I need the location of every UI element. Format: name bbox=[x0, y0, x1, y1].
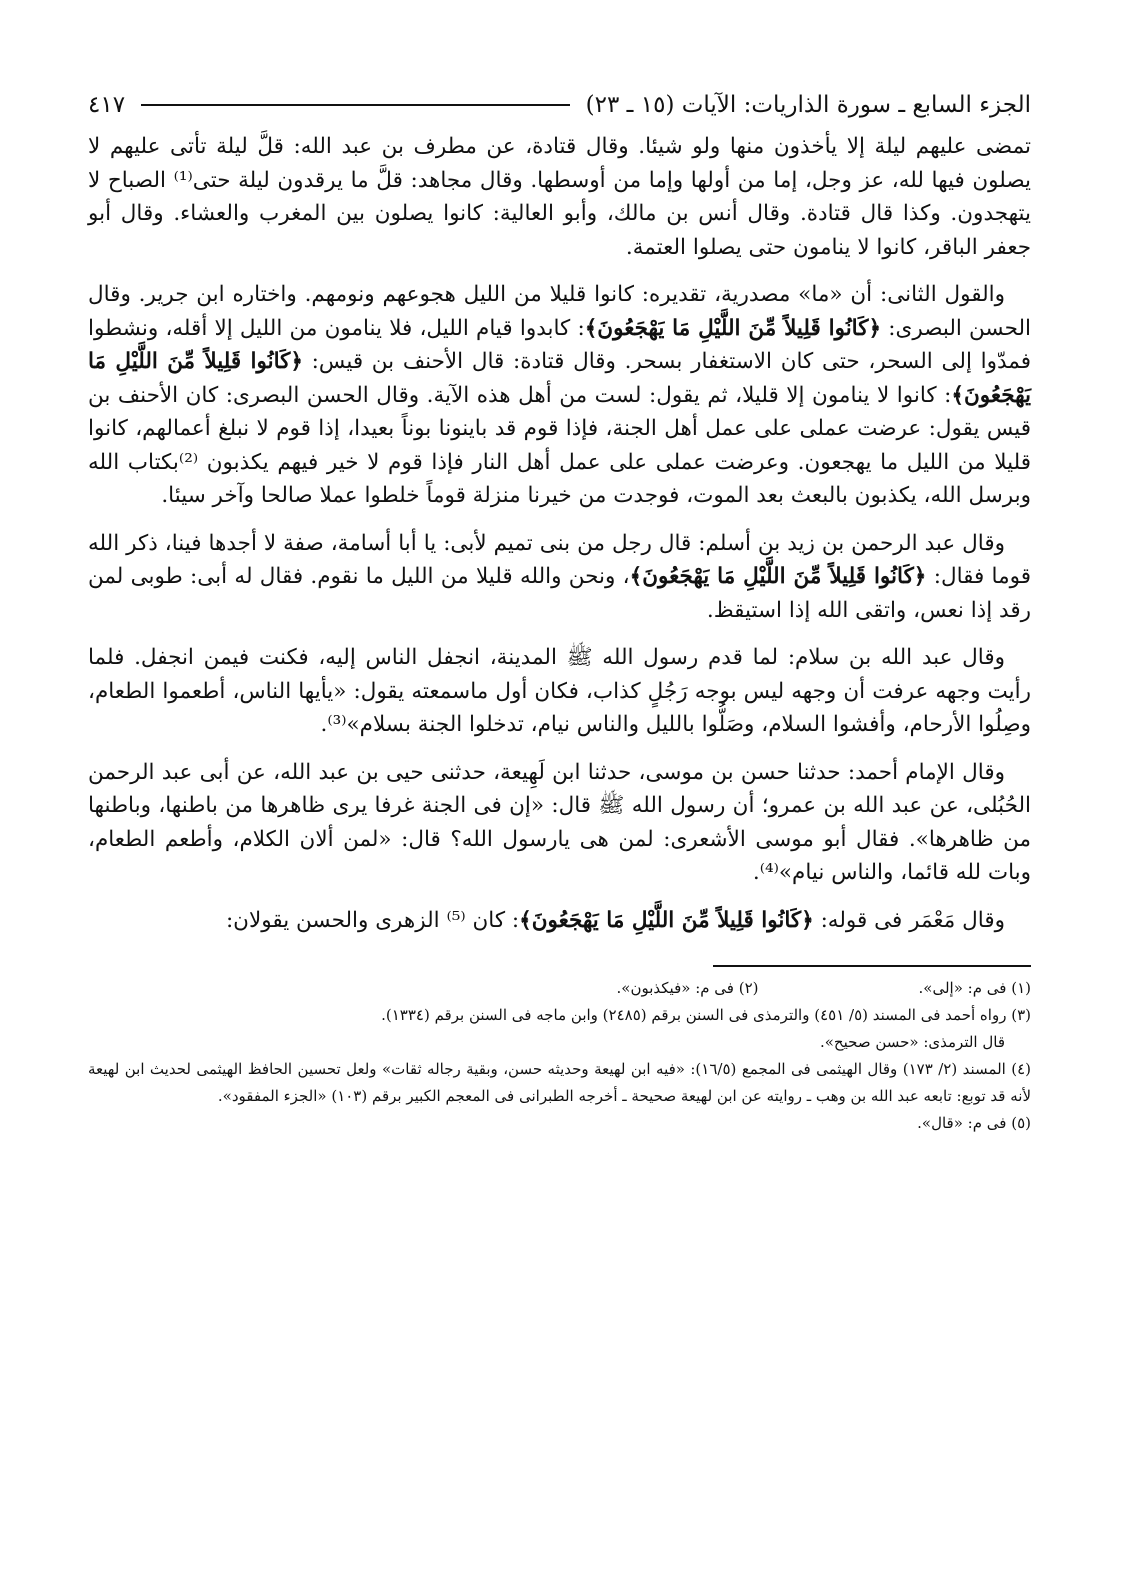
paragraph bbox=[88, 904, 1031, 938]
footnote-1: (١) فى م: «إلى». bbox=[918, 979, 1031, 997]
paragraph-text: تمضى عليهم ليلة إلا يأخذون منها ولو شيئا. وقال قتادة، عن مطرف بن عبد الله: قلَّ ليلة تأتى عليهم لا يصلون فيها لله، عز وجل، إما من أولها وإما من أوسطها. وقال مجاهد: قلَّ ما يرقدون ليلة حتى⁽¹⁾ الصباح لا يتهجدون. وكذا قال قتادة. وقال أنس بن مالك، وأبو العالية: كانوا يصلون بين المغرب والعشاء. وقال أبو جعفر الباقر، كانوا لا ينامون حتى يصلوا العتمة. bbox=[88, 134, 1032, 260]
paragraph bbox=[88, 278, 1031, 513]
paragraph-text: وقال الإمام أحمد: حدثنا حسن بن موسى، حدثنا ابن لَهِيعة، حدثنى حيى بن عبد الله، عن أبى عبد الرحمن الحُبُلى، عن عبد الله بن عمرو؛ أن رسول الله ﷺ قال: «إن فى الجنة غرفا يرى ظاهرها من باطنها، وباطنها من ظاهرها». فقال أبو موسى الأشعرى: لمن هى يارسول الله؟ قال: «لمن ألان الكلام، وأطعم الطعام، وبات لله قائما، والناس نيام»⁽⁴⁾. bbox=[88, 759, 1031, 885]
quran-verse: ﴿كَانُوا قَلِيلاً مِّنَ اللَّيْلِ مَا يَهْجَعُونَ﴾ bbox=[584, 315, 882, 341]
paragraph-text: ، ونحن والله قليلا من الليل ما نقوم. فقال له أبى: طوبى لمن رقد إذا نعس، واتقى الله إذا استيقظ. bbox=[88, 564, 1031, 623]
paragraph bbox=[88, 130, 1031, 264]
footnotes-rule-wrap bbox=[88, 951, 1031, 975]
paragraph bbox=[88, 641, 1031, 742]
paragraph-text: : كابدوا قيام الليل، فلا ينامون من الليل إلا أقله، ونشطوا فمدّوا إلى السحر، حتى كان الاستغفار بسحر. وقال قتادة: قال الأحنف بن قيس: bbox=[88, 315, 1031, 374]
header-rule bbox=[141, 104, 570, 106]
quran-verse: ﴿كَانُوا قَلِيلاً مِّنَ اللَّيْلِ مَا يَهْجَعُونَ﴾ bbox=[519, 907, 814, 933]
footnote-3: (٣) رواه أحمد فى المسند (٥/ ٤٥١) والترمذى فى السنن برقم (٢٤٨٥) وابن ماجه فى السنن برقم (١٣٣٤). bbox=[381, 1006, 1031, 1024]
quran-verse: ﴿كَانُوا قَلِيلاً مِّنَ اللَّيْلِ مَا يَهْجَعُونَ﴾ bbox=[88, 349, 1031, 408]
paragraph-text: : كان ⁽⁵⁾ الزهرى والحسن يقولان: bbox=[225, 907, 520, 933]
footnotes-separator bbox=[713, 965, 1031, 967]
quran-verse: ﴿كَانُوا قَلِيلاً مِّنَ اللَّيْلِ مَا يَهْجَعُونَ﴾ bbox=[629, 564, 927, 589]
paragraph-text: وقال مَعْمَر فى قوله: bbox=[813, 907, 1005, 933]
footnote-5: (٥) فى م: «قال». bbox=[917, 1114, 1031, 1132]
paragraph-text: والقول الثانى: أن «ما» مصدرية، تقديره: كانوا قليلا من الليل هجوعهم ونومهم. واختاره ابن جرير. وقال الحسن البصرى: bbox=[88, 282, 1031, 341]
page bbox=[88, 88, 1031, 1137]
running-header bbox=[88, 88, 1031, 122]
footnote-2: (٢) فى م: «فيكذبون». bbox=[616, 979, 759, 997]
page-number: ٤١٧ bbox=[88, 92, 126, 118]
footnotes bbox=[88, 975, 1031, 1137]
paragraph-text: وقال عبد الله بن سلام: لما قدم رسول الله ﷺ المدينة، انجفل الناس إليه، فكنت فيمن انجفل. فلما رأيت وجهه عرفت أن وجهه ليس بوجه رَجُلٍ كذاب، فكان أول ماسمعته يقول: «يأيها الناس، أطعموا الطعام، وصِلُوا الأرحام، وأفشوا السلام، وصَلُّوا بالليل والناس نيام، تدخلوا الجنة بسلام»⁽³⁾. bbox=[88, 645, 1031, 737]
paragraph-text: : كانوا لا ينامون إلا قليلا، ثم يقول: لست من أهل هذه الآية. وقال الحسن البصرى: كان الأحنف بن قيس يقول: عرضت عملى على عمل أهل الجنة، فإذا قوم قد باينونا بوناً بعيدا، إذا قوم لا نبلغ أعمالهم، كانوا قليلا من الليل ما يهجعون. وعرضت عملى على عمل أهل النار فإذا قوم لا خير فيهم يكذبون ⁽²⁾بكتاب الله وبرسل الله، يكذبون بالبعث بعد الموت، فوجدت من خيرنا منزلة قوماً خلطوا عملا صالحا وآخر سيئا. bbox=[88, 382, 1032, 508]
paragraph bbox=[88, 756, 1031, 890]
paragraph-text: وقال عبد الرحمن بن زيد بن أسلم: قال رجل من بنى تميم لأبى: يا أبا أسامة، صفة لا أجدها فينا، ذكر الله قوما فقال: bbox=[88, 530, 1031, 589]
footnote-row-1-2 bbox=[88, 975, 1031, 1002]
main-text bbox=[88, 130, 1031, 937]
footnote-3-continuation: قال الترمذى: «حسن صحيح». bbox=[819, 1033, 1005, 1051]
footnote-4: (٤) المسند (٢/ ١٧٣) وقال الهيثمى فى المجمع (١٦/٥): «فيه ابن لهيعة وحديثه حسن، وبقية رجاله ثقات» ولعل تحسين الحافظ الهيثمى لحديث ابن لهيعة لأنه قد توبع: تابعه عبد الله بن وهب ـ روايته عن ابن لهيعة صحيحة ـ أخرجه الطبرانى فى المعجم الكبير برقم (١٠٣) «الجزء المفقود». bbox=[88, 1060, 1032, 1105]
paragraph bbox=[88, 527, 1031, 628]
header-title: الجزء السابع ـ سورة الذاريات: الآيات (١٥ ـ ٢٣) bbox=[585, 92, 1031, 118]
